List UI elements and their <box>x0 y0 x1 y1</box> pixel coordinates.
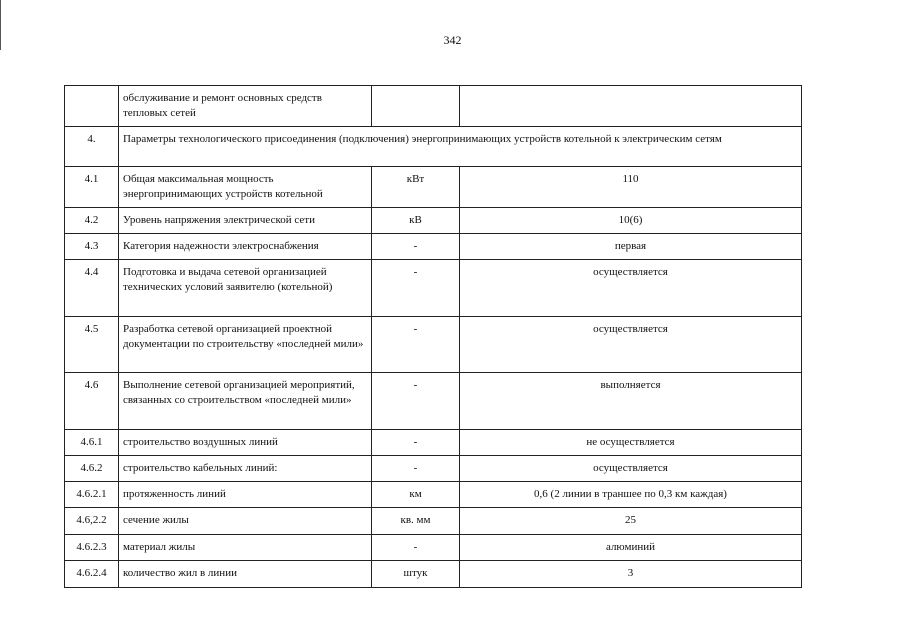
parameter-name: Подготовка и выдача сетевой организацией технических условий заявителю (котельной) <box>119 260 372 317</box>
parameter-value: алюминий <box>460 535 802 561</box>
parameter-unit <box>372 86 460 127</box>
parameter-name: количество жил в линии <box>119 561 372 588</box>
parameter-value: не осуществляется <box>460 430 802 456</box>
table-row <box>65 482 802 508</box>
parameter-name: строительство воздушных линий <box>119 430 372 456</box>
parameter-name: Выполнение сетевой организацией мероприятий, связанных со строительством «последней мили» <box>119 373 372 430</box>
parameter-name: материал жилы <box>119 535 372 561</box>
parameter-name: строительство кабельных линий: <box>119 456 372 482</box>
parameter-name: Общая максимальная мощность энергопринимающих устройств котельной <box>119 167 372 208</box>
row-number <box>65 86 119 127</box>
row-number: 4. <box>65 127 119 167</box>
parameter-value: 110 <box>460 167 802 208</box>
row-number: 4.1 <box>65 167 119 208</box>
parameter-name: протяженность линий <box>119 482 372 508</box>
parameter-unit: штук <box>372 561 460 588</box>
parameter-value: первая <box>460 234 802 260</box>
parameter-value: осуществляется <box>460 317 802 373</box>
parameter-unit: - <box>372 430 460 456</box>
row-number: 4.6.2.1 <box>65 482 119 508</box>
parameter-unit: кВ <box>372 208 460 234</box>
table-body <box>65 86 802 588</box>
row-number: 4.5 <box>65 317 119 373</box>
parameter-unit: - <box>372 373 460 430</box>
parameter-value: 3 <box>460 561 802 588</box>
parameter-name: Уровень напряжения электрической сети <box>119 208 372 234</box>
parameter-unit: - <box>372 260 460 317</box>
parameter-value: 0,6 (2 линии в траншее по 0,3 км каждая) <box>460 482 802 508</box>
parameters-table <box>64 85 802 588</box>
parameter-value: осуществляется <box>460 456 802 482</box>
row-number: 4.6 <box>65 373 119 430</box>
table-row <box>65 456 802 482</box>
parameter-unit: кв. мм <box>372 508 460 535</box>
parameter-unit: км <box>372 482 460 508</box>
table-row <box>65 508 802 535</box>
parameter-value: 25 <box>460 508 802 535</box>
parameter-unit: - <box>372 535 460 561</box>
parameters-table-wrapper <box>64 85 801 588</box>
row-number: 4.4 <box>65 260 119 317</box>
table-row <box>65 167 802 208</box>
parameter-unit: - <box>372 317 460 373</box>
parameter-name: Разработка сетевой организацией проектной документации по строительству «последней мили» <box>119 317 372 373</box>
row-number: 4.3 <box>65 234 119 260</box>
row-number: 4.6.2.4 <box>65 561 119 588</box>
parameter-value: 10(6) <box>460 208 802 234</box>
table-row <box>65 561 802 588</box>
parameter-value: осуществляется <box>460 260 802 317</box>
parameter-value <box>460 86 802 127</box>
table-row <box>65 260 802 317</box>
parameter-value: выполняется <box>460 373 802 430</box>
table-row <box>65 127 802 167</box>
parameter-name: обслуживание и ремонт основных средств тепловых сетей <box>119 86 372 127</box>
parameter-unit: - <box>372 456 460 482</box>
table-row <box>65 86 802 127</box>
parameter-name: Категория надежности электроснабжения <box>119 234 372 260</box>
parameter-unit: кВт <box>372 167 460 208</box>
table-row <box>65 430 802 456</box>
table-row <box>65 234 802 260</box>
parameter-name: сечение жилы <box>119 508 372 535</box>
row-number: 4.2 <box>65 208 119 234</box>
table-row <box>65 535 802 561</box>
parameter-name: Параметры технологического присоединения (подключения) энергопринимающих устройств котельной к электрическим сетям <box>119 127 802 167</box>
row-number: 4.6.1 <box>65 430 119 456</box>
table-row <box>65 208 802 234</box>
parameter-unit: - <box>372 234 460 260</box>
table-row <box>65 317 802 373</box>
table-row <box>65 373 802 430</box>
row-number: 4.6.2 <box>65 456 119 482</box>
page-number: 342 <box>443 33 462 47</box>
row-number: 4.6.2.3 <box>65 535 119 561</box>
row-number: 4.6,2.2 <box>65 508 119 535</box>
